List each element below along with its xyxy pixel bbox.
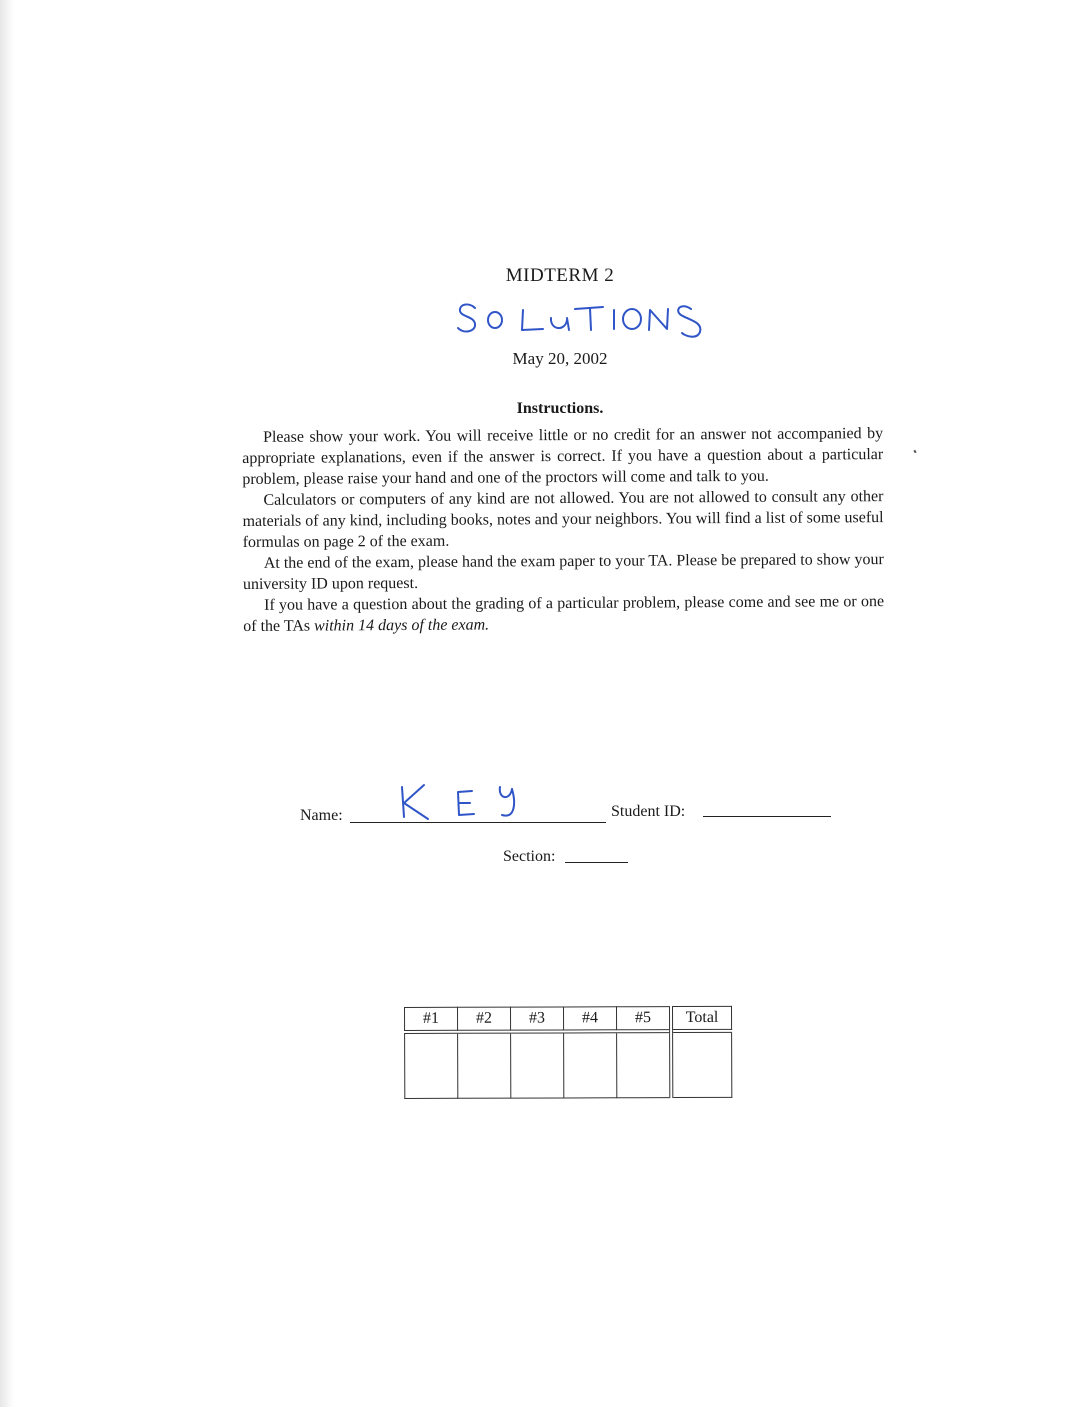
instructions-paragraph: At the end of the exam, please hand the exam paper to your TA. Please be prepared to show your university ID upon request.	[242, 551, 884, 593]
instructions-paragraph	[243, 591, 884, 637]
score-table-row	[405, 1032, 732, 1098]
problem-5-header: #5	[617, 1007, 672, 1030]
student-id-label: Student ID:	[611, 803, 686, 820]
section-field[interactable]	[565, 862, 628, 863]
total-score-cell[interactable]	[671, 1032, 732, 1097]
instructions-body	[242, 423, 884, 637]
problem-1-score-cell[interactable]	[405, 1033, 458, 1098]
problem-2-score-cell[interactable]	[458, 1033, 511, 1098]
problem-3-score-cell[interactable]	[511, 1033, 564, 1098]
problem-1-header: #1	[405, 1007, 458, 1030]
problem-2-header: #2	[458, 1007, 511, 1030]
grading-instructions-text: If you have a question about the grading of a particular problem, please come and see me or one of the TAs	[243, 593, 885, 635]
problem-4-score-cell[interactable]	[564, 1033, 617, 1098]
student-id-field[interactable]	[703, 816, 831, 817]
section-label: Section:	[503, 848, 556, 865]
score-table-header-row	[405, 1006, 732, 1030]
instructions-heading: Instructions.	[516, 400, 604, 417]
handwritten-name-key	[398, 781, 528, 823]
scan-speck	[913, 450, 916, 454]
problem-3-header: #3	[511, 1007, 564, 1030]
exam-title: MIDTERM 2	[505, 265, 615, 286]
handwritten-solutions-title	[455, 296, 715, 342]
instructions-paragraph: Calculators or computers of any kind are not allowed. You are not allowed to consult any other materials of any kind, including books, notes and your neighbors. You will find a list of some useful formulas on page 2 of the exam.	[242, 488, 884, 551]
score-table	[404, 1006, 732, 1099]
problem-4-header: #4	[564, 1007, 617, 1030]
exam-date: May 20, 2002	[512, 349, 608, 368]
grading-deadline-emphasis: within 14 days of the exam.	[314, 616, 490, 635]
scan-edge-shadow	[0, 0, 14, 1407]
total-header: Total	[671, 1006, 732, 1029]
name-label: Name:	[300, 807, 343, 824]
problem-5-score-cell[interactable]	[617, 1033, 672, 1098]
instructions-paragraph: Please show your work. You will receive little or no credit for an answer not accompanied by appropriate explanations, even if the answer is correct. If you have a question about a particular problem, please raise your hand and one of the proctors will come and talk to you.	[242, 425, 884, 488]
